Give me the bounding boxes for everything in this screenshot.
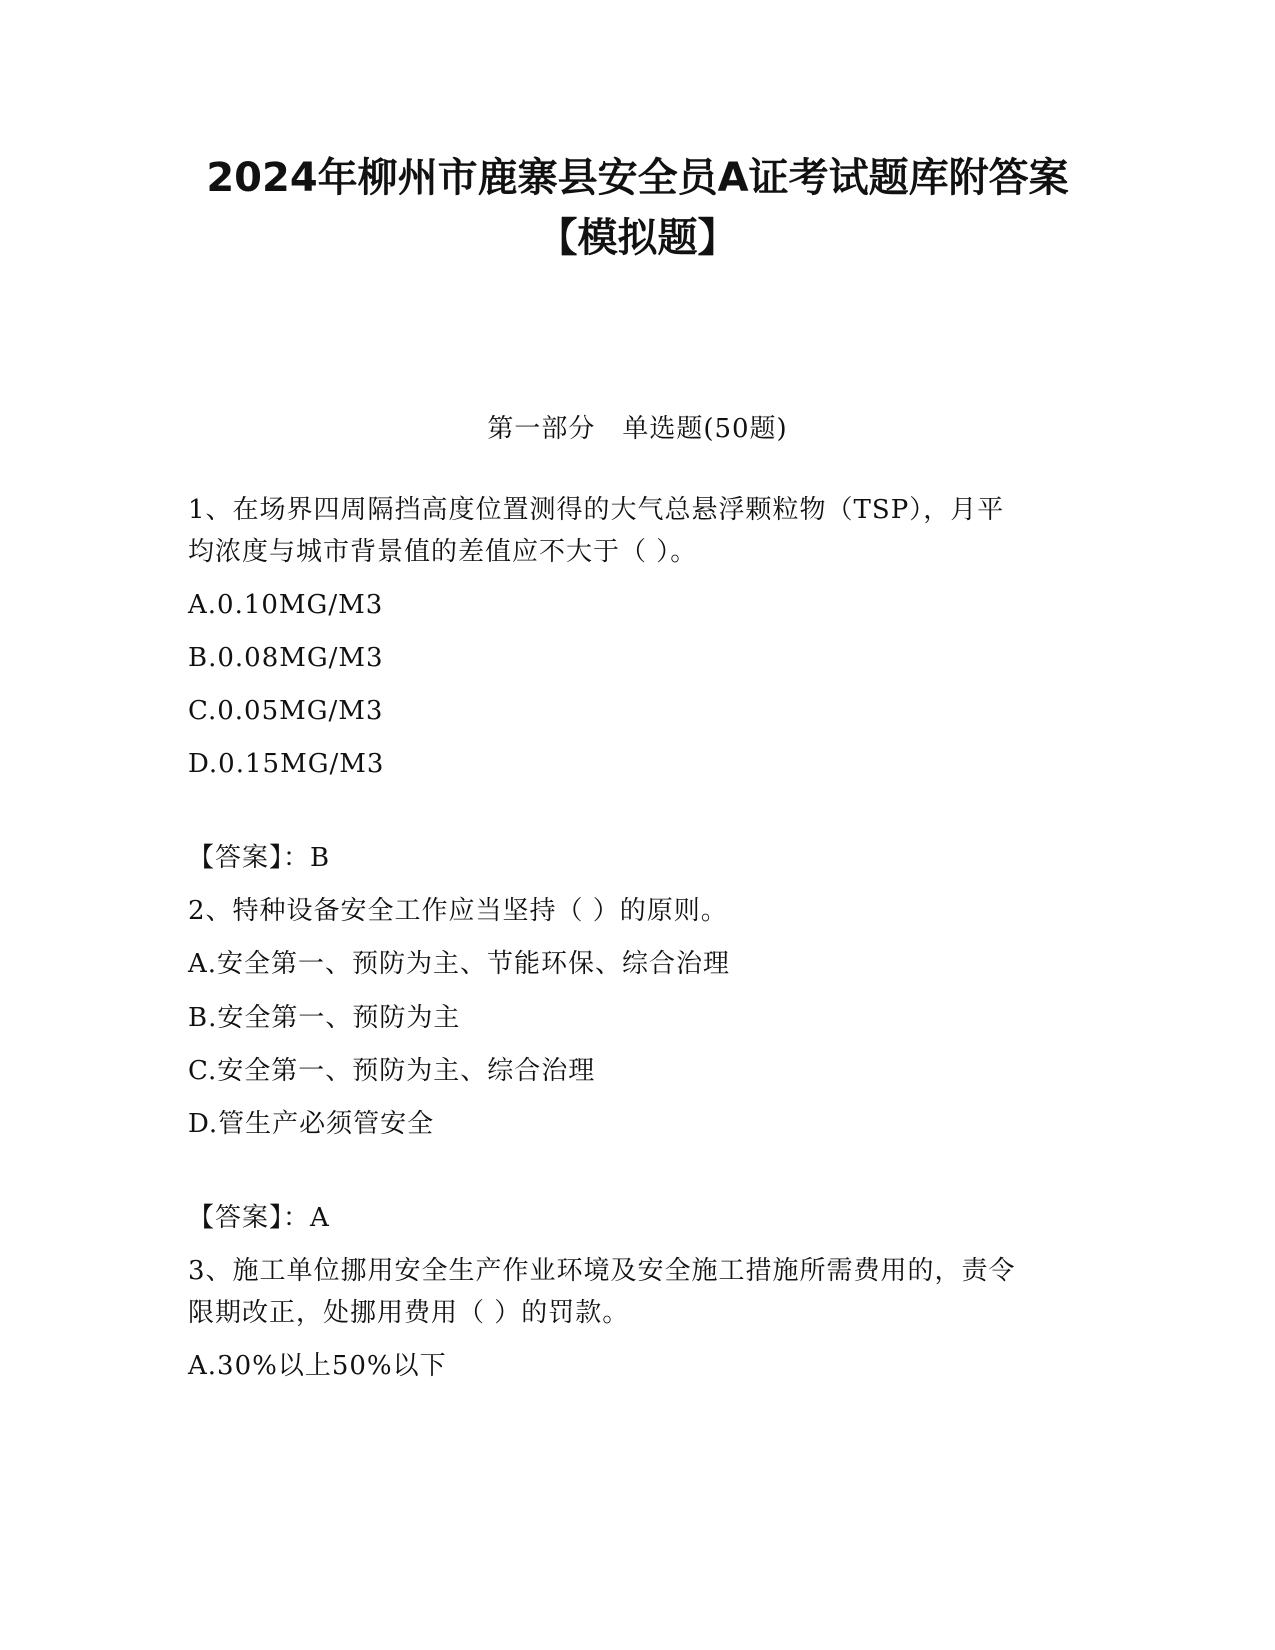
question-1-option-d: D.0.15MG/M3 (188, 749, 385, 779)
question-3-option-a: A.30%以上50%以下 (188, 1351, 447, 1381)
question-1-stem-line-2: 均浓度与城市背景值的差值应不大于（ ）。 (188, 537, 698, 567)
question-1-option-a: A.0.10MG/M3 (188, 590, 384, 620)
question-3-stem-line-2: 限期改正，处挪用费用（ ）的罚款。 (188, 1298, 630, 1328)
question-1-stem-line-1: 1、在场界四周隔挡高度位置测得的大气总悬浮颗粒物（TSP），月平 (188, 495, 1005, 525)
question-1-option-b: B.0.08MG/M3 (188, 643, 384, 673)
question-2-option-a: A.安全第一、预防为主、节能环保、综合治理 (188, 949, 731, 979)
question-1-answer: 【答案】：B (188, 843, 331, 873)
question-2-option-c: C.安全第一、预防为主、综合治理 (188, 1056, 596, 1086)
question-3-stem-line-1: 3、施工单位挪用安全生产作业环境及安全施工措施所需费用的，责令 (188, 1256, 1016, 1286)
title-line-2: 【模拟题】 (537, 215, 738, 261)
question-1-option-c: C.0.05MG/M3 (188, 696, 384, 726)
question-2-option-b: B.安全第一、预防为主 (188, 1003, 461, 1033)
title-line-1: 2024年柳州市鹿寨县安全员A证考试题库附答案 (206, 155, 1069, 201)
document-title (150, 148, 1125, 268)
question-2-stem-line-1: 2、特种设备安全工作应当坚持（ ）的原则。 (188, 896, 728, 926)
question-2-answer: 【答案】：A (188, 1203, 330, 1233)
question-2-option-d: D.管生产必须管安全 (188, 1109, 435, 1139)
section-heading: 第一部分 单选题(50题) (487, 414, 788, 444)
